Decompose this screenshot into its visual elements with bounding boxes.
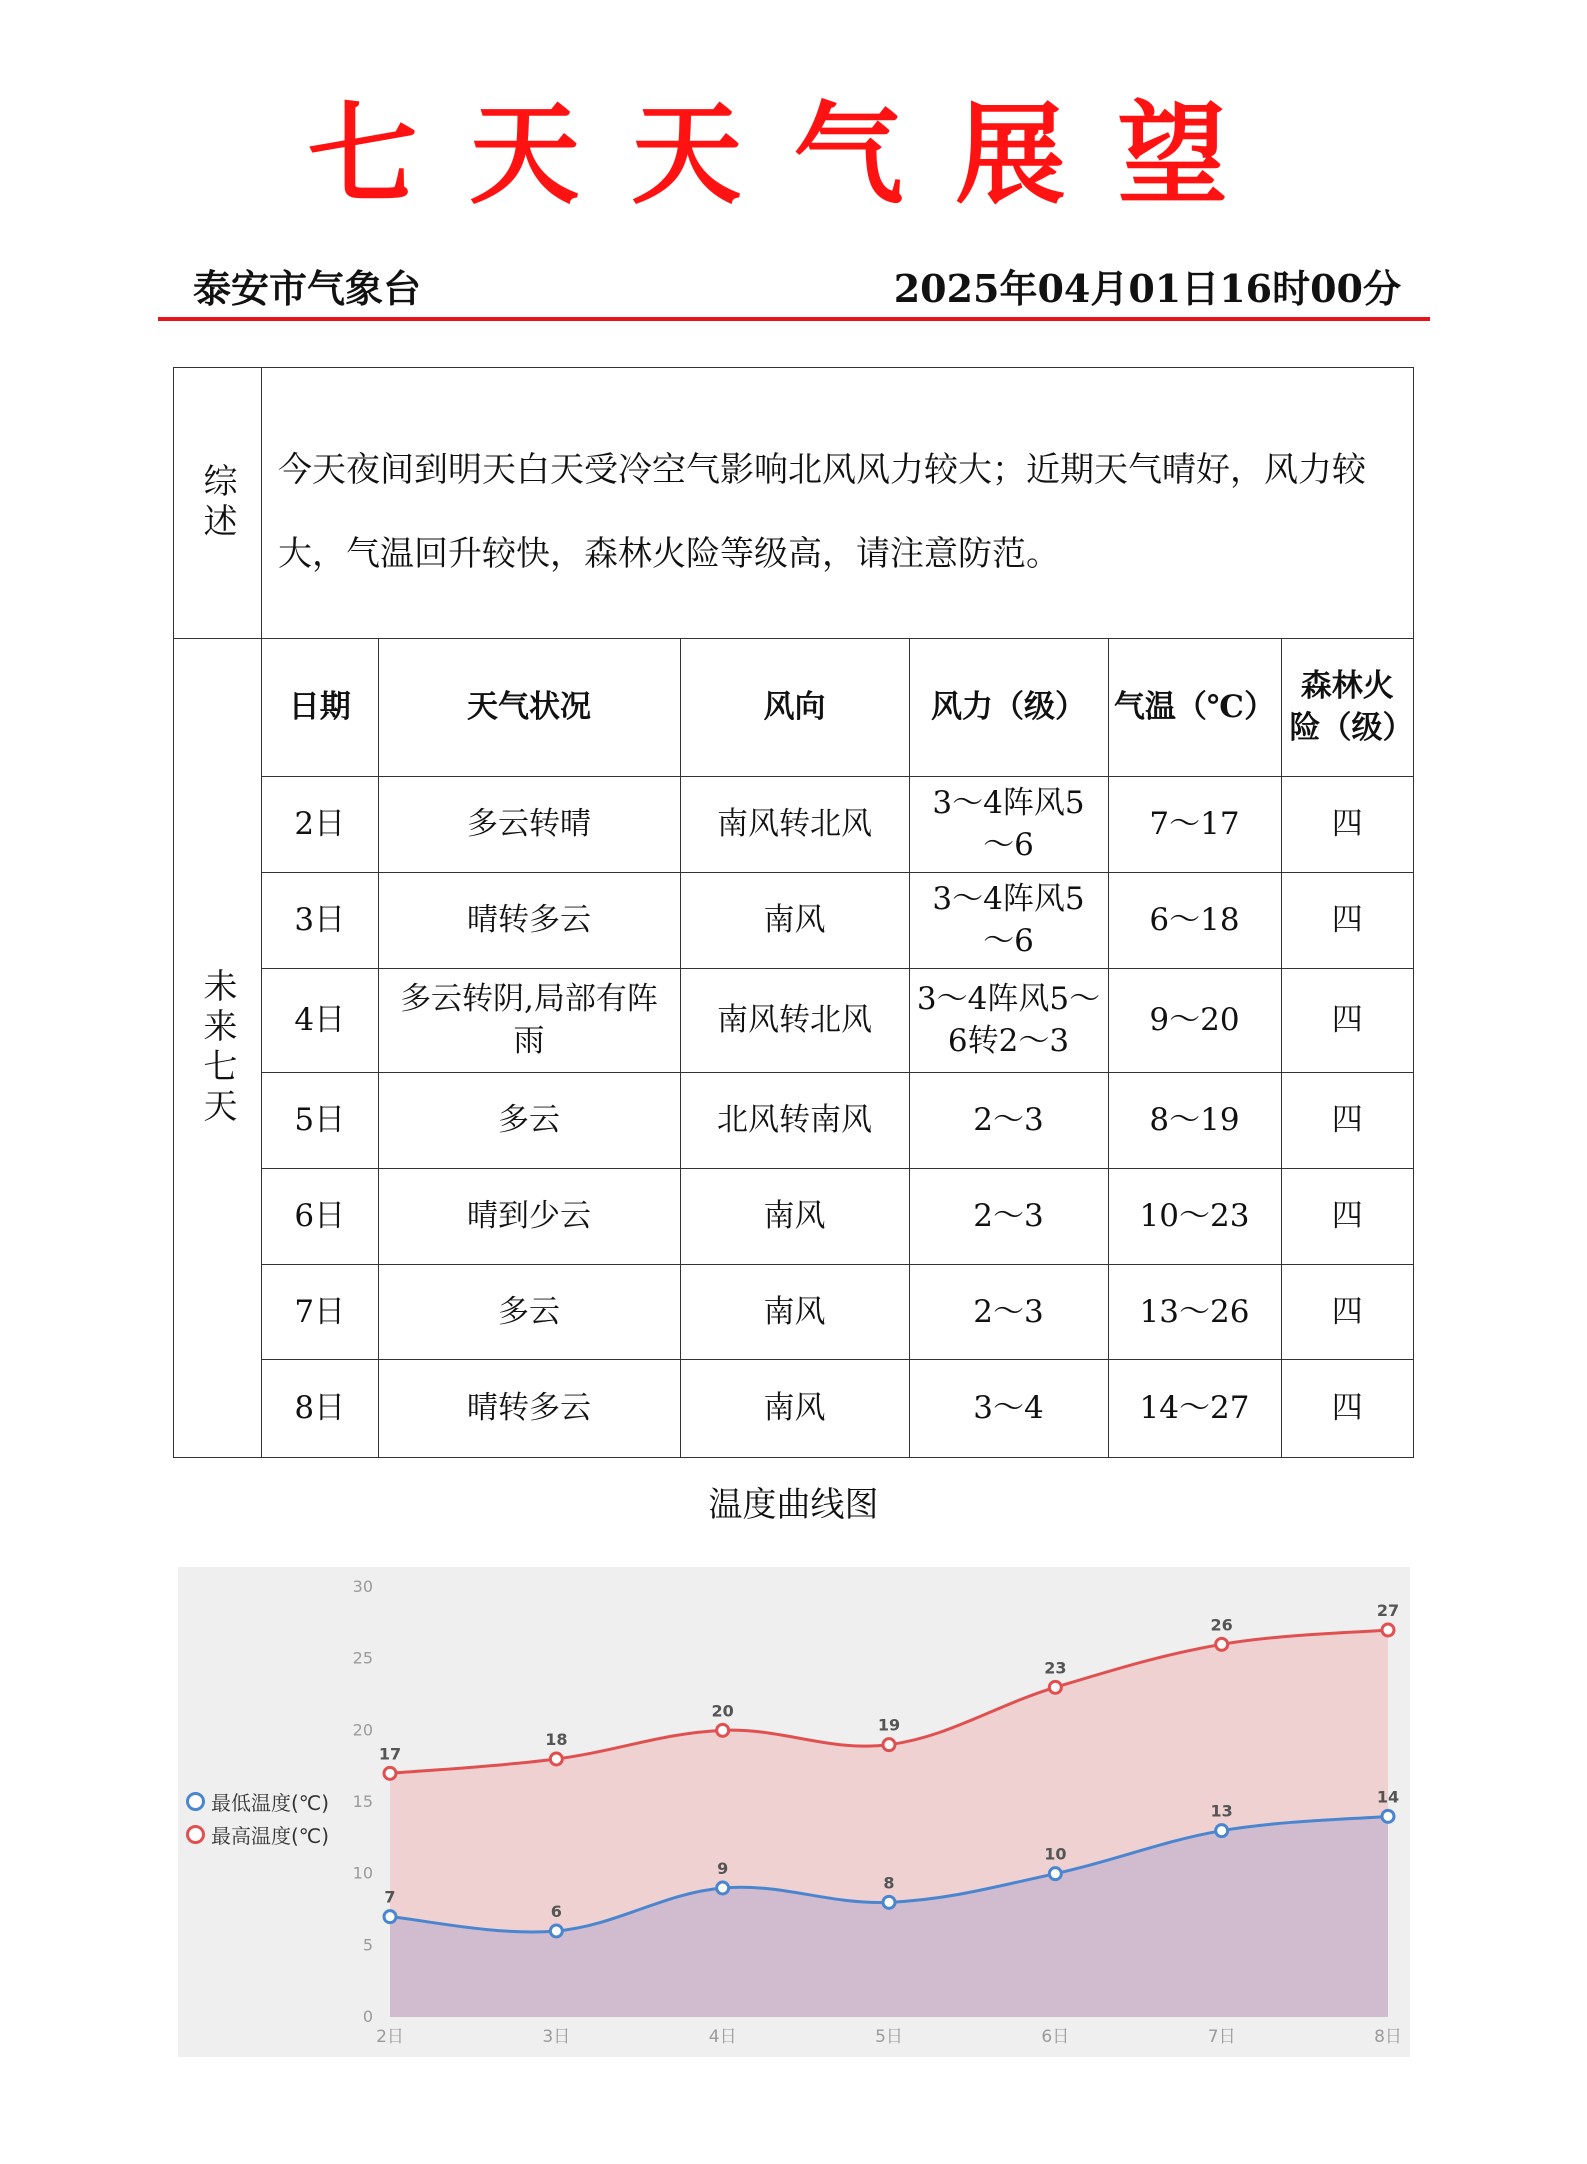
low-temp-data-label: 10 <box>1044 1844 1067 1864</box>
x-tick-label: 7日 <box>1207 2027 1236 2047</box>
y-tick-label: 15 <box>352 1792 373 1811</box>
x-tick-label: 6日 <box>1041 2027 1070 2047</box>
legend-low-label: 最低温度(℃) <box>211 1791 330 1815</box>
wind-force-cell: 2～3 <box>909 1168 1108 1264</box>
legend-low-marker <box>186 1792 205 1811</box>
table-row <box>262 1264 1413 1359</box>
wind-direction-cell: 北风转南风 <box>680 1072 909 1168</box>
wind-force-cell: 3～4阵风5～6 <box>909 872 1108 968</box>
page-title: 七天天气展望 <box>307 90 1280 219</box>
legend-high-marker <box>186 1825 205 1844</box>
date-cell: 5日 <box>262 1072 378 1168</box>
summary-text: 今天夜间到明天白天受冷空气影响北风风力较大；近期天气晴好，风力较大，气温回升较快，森林火险等级高，请注意防范。 <box>278 450 1366 574</box>
fire-risk-cell: 四 <box>1281 968 1413 1072</box>
high-temp-point <box>384 1767 396 1779</box>
temperature-cell: 13～26 <box>1108 1264 1281 1359</box>
low-temp-data-label: 9 <box>717 1859 729 1878</box>
high-temp-data-label: 17 <box>378 1744 402 1764</box>
legend-high-label: 最高温度(℃) <box>211 1824 330 1848</box>
wind-force-cell: 3～4 <box>909 1359 1108 1457</box>
y-tick-label: 20 <box>352 1720 373 1740</box>
low-temp-data-label: 13 <box>1210 1801 1233 1821</box>
high-temp-point <box>1382 1624 1394 1636</box>
wind-direction-cell: 南风 <box>680 1264 909 1359</box>
temperature-cell: 14～27 <box>1108 1359 1281 1457</box>
weather-cell: 晴到少云 <box>378 1168 680 1264</box>
high-temp-point <box>883 1739 895 1751</box>
low-temp-point <box>1216 1825 1228 1837</box>
y-tick-label: 25 <box>352 1648 373 1668</box>
column-header: 天气状况 <box>378 639 680 776</box>
legend-item-low[interactable] <box>186 1785 329 1818</box>
forecast-label: 未来七天 <box>197 968 237 1128</box>
high-temp-data-label: 27 <box>1376 1601 1400 1620</box>
fire-risk-cell: 四 <box>1281 1072 1413 1168</box>
high-temp-point <box>1216 1638 1228 1650</box>
wind-direction-cell: 南风 <box>680 1359 909 1457</box>
issue-time: 2025年04月01日16时00分 <box>893 266 1401 311</box>
wind-force-cell: 2～3 <box>909 1072 1108 1168</box>
date-cell: 3日 <box>262 872 378 968</box>
low-temp-point <box>384 1911 396 1923</box>
low-temp-point <box>883 1896 895 1908</box>
low-temp-data-label: 8 <box>883 1873 895 1893</box>
y-tick-label: 10 <box>352 1863 373 1883</box>
date-cell: 2日 <box>262 776 378 872</box>
temperature-cell: 7～17 <box>1108 776 1281 872</box>
x-tick-label: 2日 <box>376 2027 404 2047</box>
high-temp-data-label: 26 <box>1210 1615 1233 1635</box>
x-tick-label: 5日 <box>875 2027 903 2047</box>
weather-cell: 晴转多云 <box>378 872 680 968</box>
weather-cell: 多云 <box>378 1264 680 1359</box>
forecast-section <box>173 638 1414 1458</box>
low-temp-point <box>717 1882 729 1894</box>
legend-item-high[interactable] <box>186 1818 329 1851</box>
date-cell: 8日 <box>262 1359 378 1457</box>
high-temp-data-label: 23 <box>1044 1658 1067 1678</box>
table-row <box>262 1359 1413 1457</box>
x-tick-label: 8日 <box>1374 2027 1402 2047</box>
y-tick-label: 30 <box>352 1577 373 1596</box>
low-temp-point <box>1382 1810 1394 1822</box>
table-row <box>262 1168 1413 1264</box>
low-temp-data-label: 6 <box>550 1902 562 1921</box>
fire-risk-cell: 四 <box>1281 1264 1413 1359</box>
high-temp-point <box>1049 1681 1061 1693</box>
chart-title: 温度曲线图 <box>708 1485 879 1525</box>
temperature-chart <box>178 1567 1410 2057</box>
wind-direction-cell: 南风 <box>680 1168 909 1264</box>
high-temp-data-label: 18 <box>545 1730 568 1749</box>
wind-direction-cell: 南风转北风 <box>680 776 909 872</box>
high-temp-point <box>550 1753 562 1765</box>
low-temp-data-label: 14 <box>1376 1787 1400 1807</box>
date-cell: 7日 <box>262 1264 378 1359</box>
table-row <box>262 1072 1413 1168</box>
fire-risk-cell: 四 <box>1281 776 1413 872</box>
temperature-cell: 8～19 <box>1108 1072 1281 1168</box>
column-header: 森林火险（级） <box>1281 639 1413 776</box>
header-divider <box>158 317 1430 321</box>
weather-cell: 多云转晴 <box>378 776 680 872</box>
weather-cell: 多云转阴,局部有阵雨 <box>378 968 680 1072</box>
weather-cell: 多云 <box>378 1072 680 1168</box>
low-temp-data-label: 7 <box>384 1887 396 1907</box>
forecast-table <box>262 639 1413 1457</box>
summary-label: 综述 <box>197 463 237 543</box>
temperature-cell: 10～23 <box>1108 1168 1281 1264</box>
wind-direction-cell: 南风转北风 <box>680 968 909 1072</box>
column-header: 日期 <box>262 639 378 776</box>
wind-force-cell: 2～3 <box>909 1264 1108 1359</box>
y-tick-label: 5 <box>362 1935 373 1955</box>
fire-risk-cell: 四 <box>1281 872 1413 968</box>
column-header: 风向 <box>680 639 909 776</box>
column-header: 气温（℃） <box>1108 639 1281 776</box>
chart-legend <box>186 1785 329 1851</box>
x-tick-label: 3日 <box>542 2027 571 2047</box>
x-tick-label: 4日 <box>708 2027 737 2047</box>
date-cell: 6日 <box>262 1168 378 1264</box>
y-tick-label: 0 <box>362 2007 373 2026</box>
column-header: 风力（级） <box>909 639 1108 776</box>
low-temp-point <box>1049 1868 1061 1880</box>
high-temp-point <box>717 1724 729 1736</box>
wind-direction-cell: 南风 <box>680 872 909 968</box>
date-cell: 4日 <box>262 968 378 1072</box>
temperature-cell: 6～18 <box>1108 872 1281 968</box>
table-row <box>262 776 1413 872</box>
fire-risk-cell: 四 <box>1281 1168 1413 1264</box>
forecast-label-cell <box>174 639 262 1457</box>
high-temp-data-label: 19 <box>877 1715 901 1735</box>
low-temp-point <box>550 1925 562 1937</box>
wind-force-cell: 3～4阵风5～6 <box>909 776 1108 872</box>
wind-force-cell: 3～4阵风5～6转2～3 <box>909 968 1108 1072</box>
temperature-cell: 9～20 <box>1108 968 1281 1072</box>
summary-label-cell <box>174 368 262 638</box>
fire-risk-cell: 四 <box>1281 1359 1413 1457</box>
weather-cell: 晴转多云 <box>378 1359 680 1457</box>
table-row <box>262 872 1413 968</box>
table-row <box>262 968 1413 1072</box>
organization-name: 泰安市气象台 <box>193 266 422 311</box>
table-header-row <box>262 639 1413 776</box>
temperature-chart-svg <box>178 1567 1410 2057</box>
high-temp-data-label: 20 <box>711 1701 734 1721</box>
summary-section <box>173 367 1414 639</box>
